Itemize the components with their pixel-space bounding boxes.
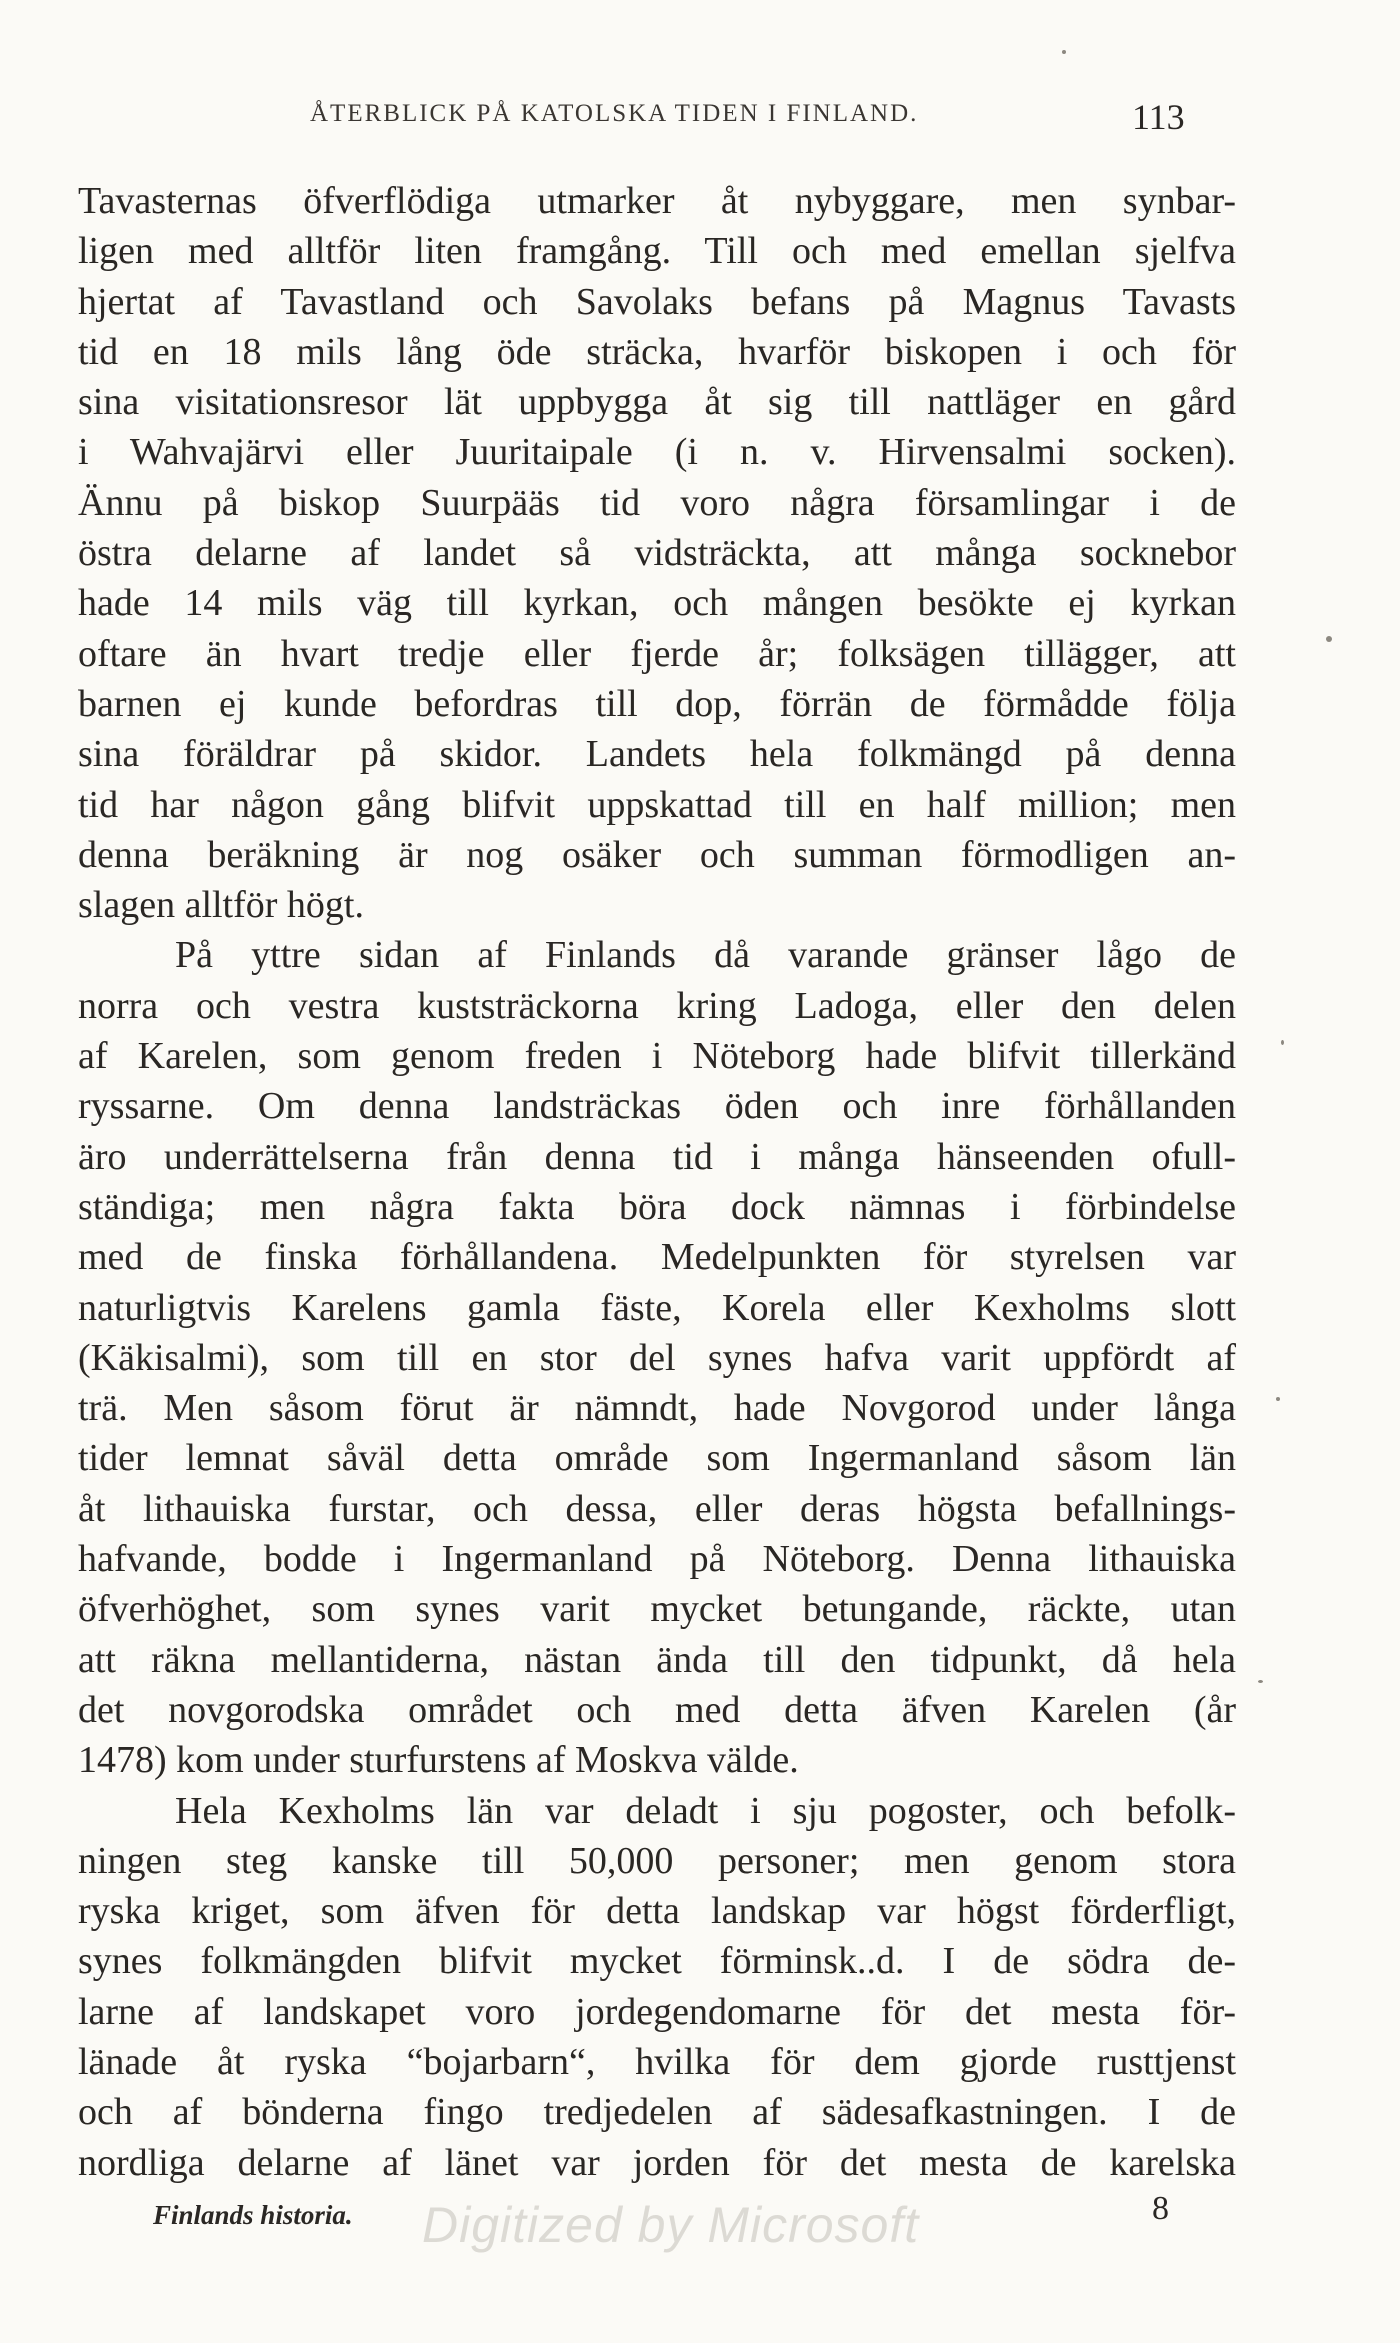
text-line: det novgorodska området och med detta äfven Karelen (år <box>78 1688 1236 1731</box>
text-line: ningen steg kanske till 50,000 personer; men genom stora <box>78 1839 1236 1882</box>
paper-speck <box>1326 636 1332 642</box>
text-line: denna beräkning är nog osäker och summan förmodligen an- <box>78 833 1236 876</box>
text-line: ligen med alltför liten framgång. Till och med emellan sjelfva <box>78 230 1236 273</box>
text-line: slagen alltför högt. <box>78 884 364 927</box>
text-line: 1478) kom under sturfurstens af Moskva välde. <box>78 1739 799 1782</box>
text-line: trä. Men såsom förut är nämndt, hade Novgorod under långa <box>78 1387 1236 1430</box>
text-line: synes folkmängden blifvit mycket förminsk..d. I de södra de- <box>78 1940 1236 1983</box>
digitization-watermark: Digitized by Microsoft <box>422 2197 920 2253</box>
text-line: sina föräldrar på skidor. Landets hela folkmängd på denna <box>78 733 1236 776</box>
body-text <box>78 176 1236 2188</box>
text-line: i Wahvajärvi eller Juuritaipale (i n. v. Hirvensalmi socken). <box>78 431 1236 474</box>
text-line: hade 14 mils väg till kyrkan, och mången besökte ej kyrkan <box>78 582 1236 625</box>
text-line: af Karelen, som genom freden i Nöteborg hade blifvit tillerkänd <box>78 1035 1236 1078</box>
text-line: oftare än hvart tredje eller fjerde år; folksägen tillägger, att <box>78 632 1236 675</box>
text-line: larne af landskapet voro jordegendomarne för det mesta för- <box>78 1990 1236 2033</box>
text-line: åt lithauiska furstar, och dessa, eller deras högsta befallnings- <box>78 1487 1236 1530</box>
text-line: naturligtvis Karelens gamla fäste, Korela eller Kexholms slott <box>78 1286 1236 1329</box>
text-line: Hela Kexholms län var deladt i sju pogoster, och befolk- <box>175 1789 1236 1832</box>
running-head: ÅTERBLICK PÅ KATOLSKA TIDEN I FINLAND. <box>310 100 919 127</box>
paper-speck <box>1276 1397 1280 1401</box>
text-line: att räkna mellantiderna, nästan ända till den tidpunkt, då hela <box>78 1638 1236 1681</box>
paper-speck <box>1258 1680 1263 1683</box>
footer-signature-title: Finlands historia. <box>153 2200 353 2230</box>
text-line: östra delarne af landet så vidsträckta, att många socknebor <box>78 532 1236 575</box>
text-line: tider lemnat såväl detta område som Ingermanland såsom län <box>78 1437 1236 1480</box>
text-line: ständiga; men några fakta böra dock nämnas i förbindelse <box>78 1185 1236 1228</box>
text-line: länade åt ryska “bojarbarn“, hvilka för dem gjorde rusttjenst <box>78 2040 1236 2083</box>
text-line: tid har någon gång blifvit uppskattad till en half million; men <box>78 783 1236 826</box>
text-line: Ännu på biskop Suurpääs tid voro några församlingar i de <box>78 481 1236 524</box>
text-line: hafvande, bodde i Ingermanland på Nöteborg. Denna lithauiska <box>78 1538 1236 1581</box>
text-line: ryska kriget, som äfven för detta landskap var högst förderfligt, <box>78 1890 1236 1933</box>
paper-speck <box>1281 1040 1284 1045</box>
text-line: barnen ej kunde befordras till dop, förrän de förmådde följa <box>78 682 1236 725</box>
text-line: äro underrättelserna från denna tid i många hänseenden ofull- <box>78 1135 1236 1178</box>
page-number: 113 <box>1132 97 1185 137</box>
text-line: tid en 18 mils lång öde sträcka, hvarför biskopen i och för <box>78 330 1236 373</box>
text-line: och af bönderna fingo tredjedelen af sädesafkastningen. I de <box>78 2091 1236 2134</box>
paper-speck <box>1062 50 1066 54</box>
footer-signature-number: 8 <box>1152 2190 1169 2227</box>
text-line: med de finska förhållandena. Medelpunkten för styrelsen var <box>78 1236 1236 1279</box>
text-line: norra och vestra kuststräckorna kring Ladoga, eller den delen <box>78 984 1236 1027</box>
text-line: Tavasternas öfverflödiga utmarker åt nybyggare, men synbar- <box>78 180 1236 222</box>
text-line: hjertat af Tavastland och Savolaks befans på Magnus Tavasts <box>78 280 1236 323</box>
text-line: ryssarne. Om denna landsträckas öden och inre förhållanden <box>78 1085 1236 1128</box>
text-line: På yttre sidan af Finlands då varande gränser lågo de <box>175 934 1236 977</box>
text-line: öfverhöghet, som synes varit mycket betungande, räckte, utan <box>78 1588 1236 1631</box>
text-line: sina visitationsresor lät uppbygga åt sig till nattläger en gård <box>78 381 1236 424</box>
text-line: (Käkisalmi), som till en stor del synes hafva varit uppfördt af <box>78 1336 1236 1379</box>
text-line: nordliga delarne af länet var jorden för det mesta de karelska <box>78 2141 1236 2184</box>
